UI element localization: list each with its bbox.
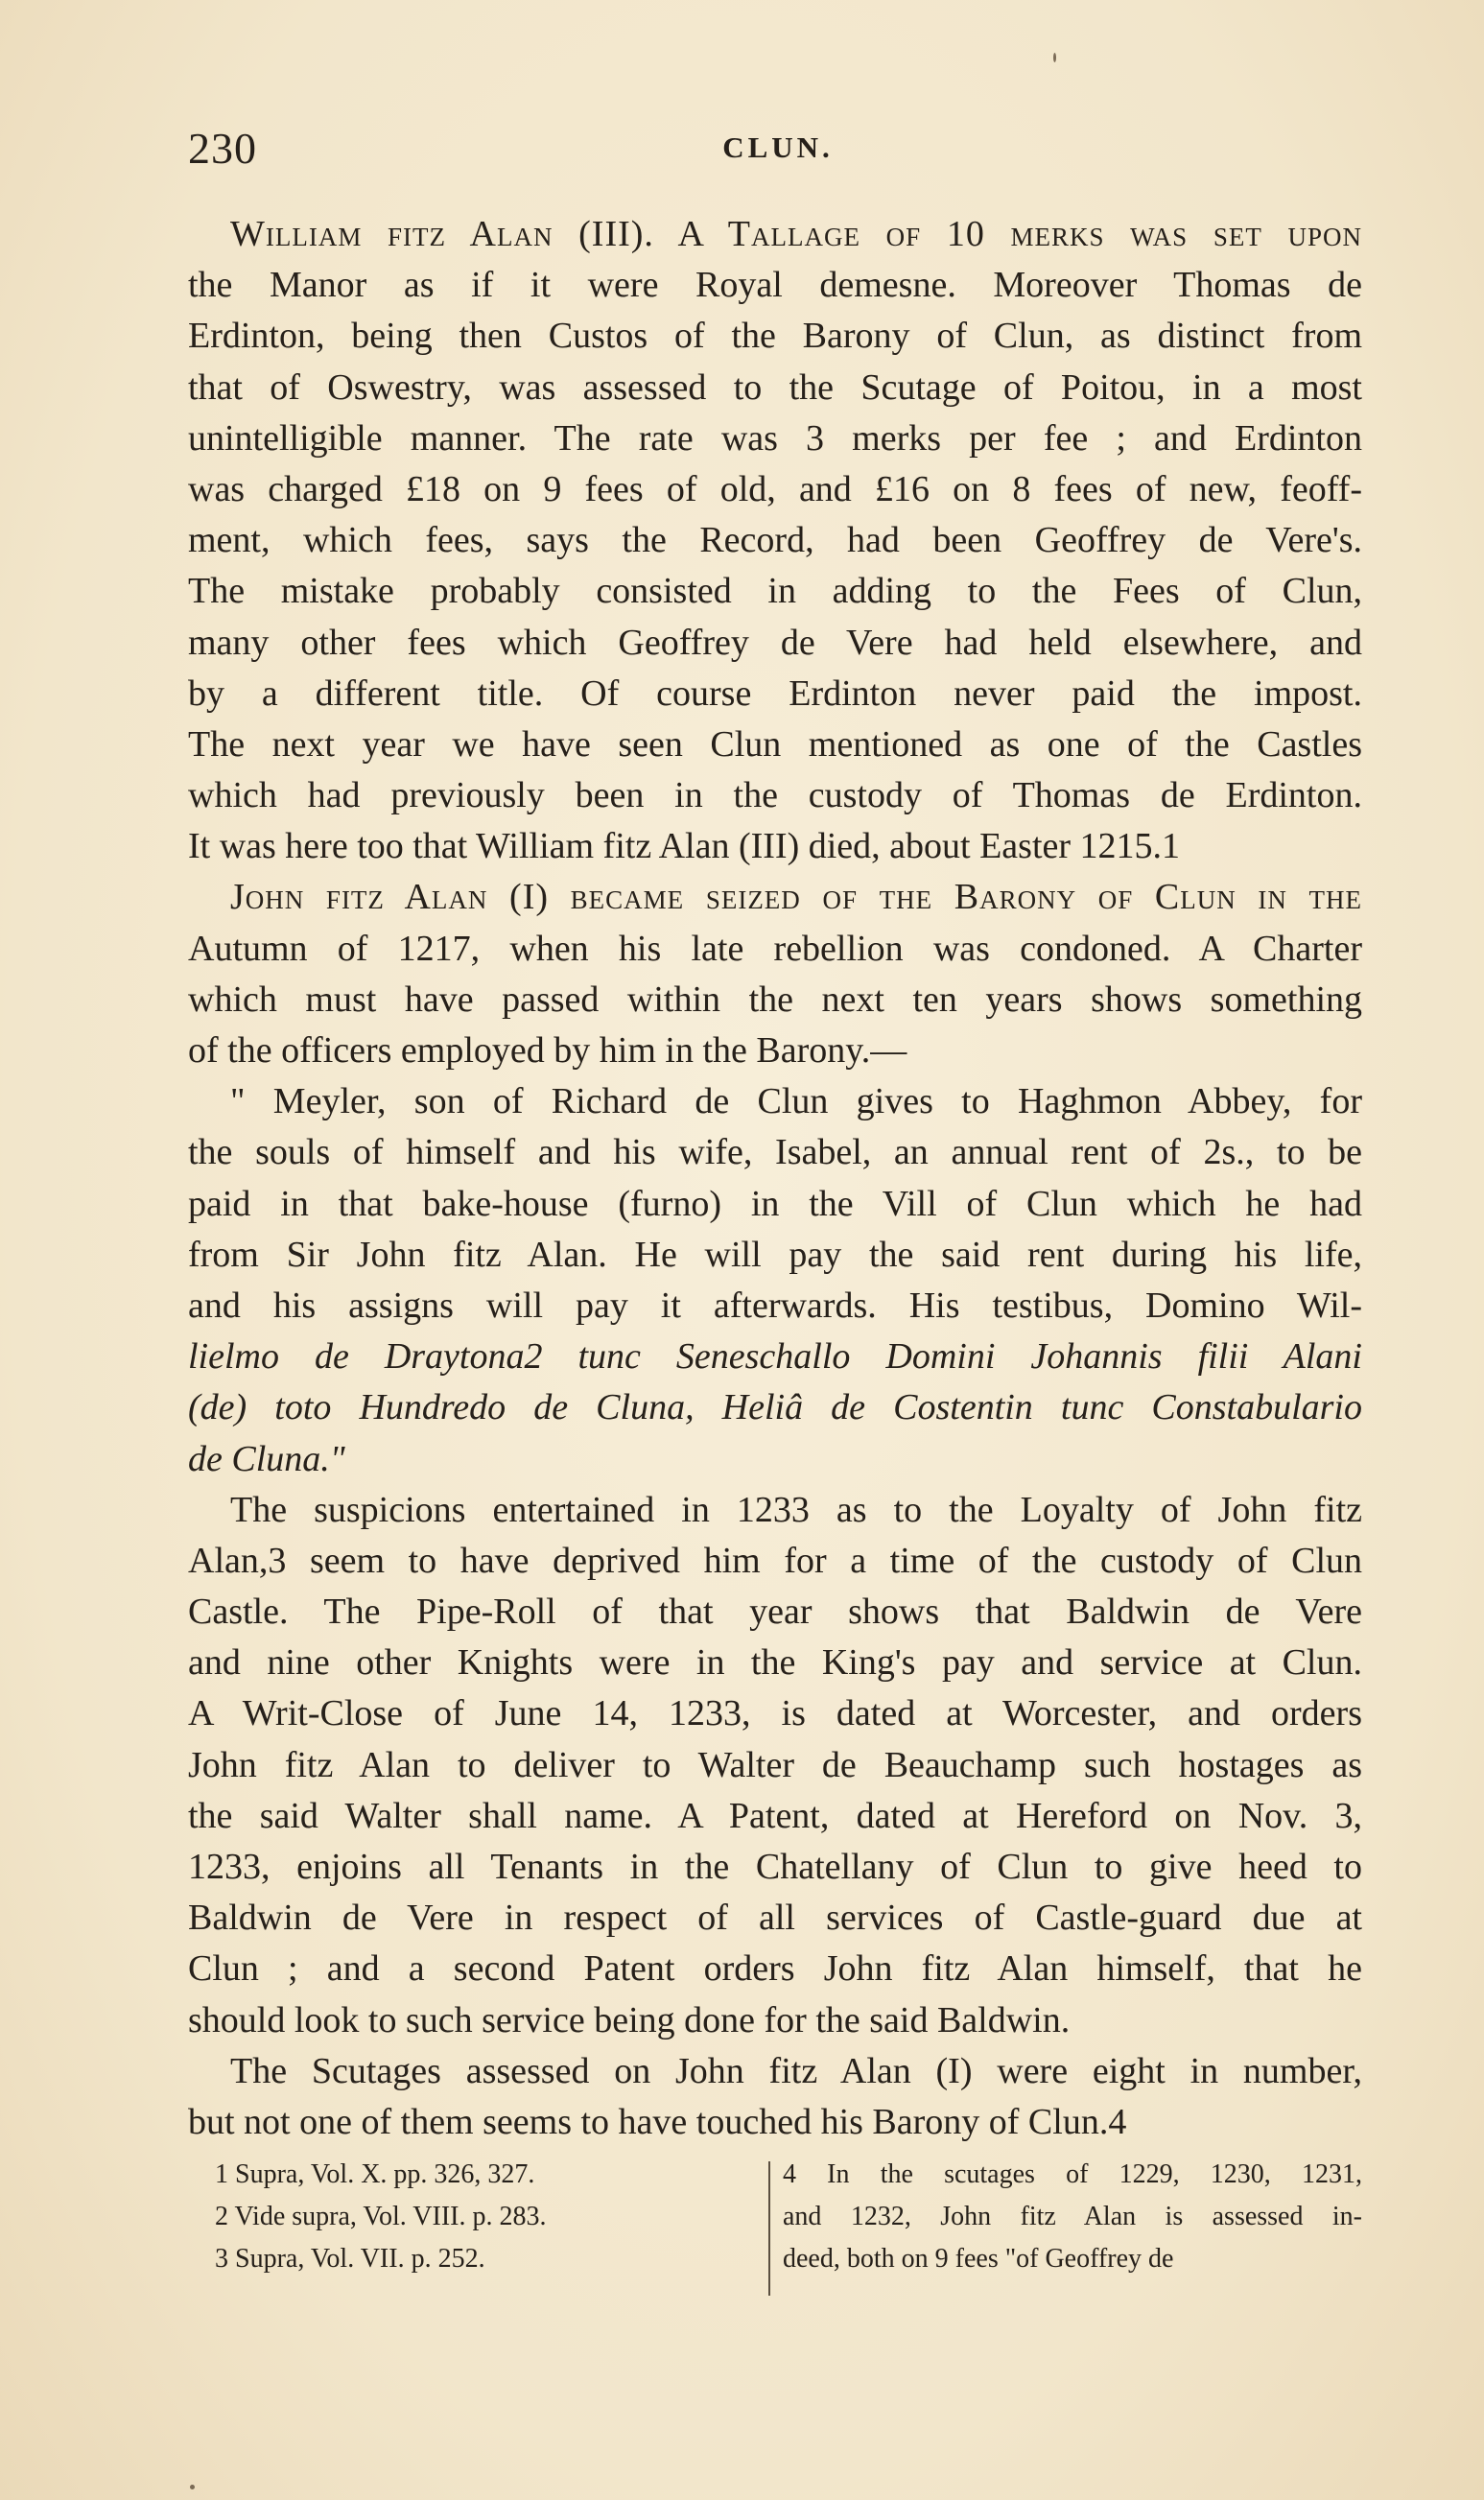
- text-line: " Meyler, son of Richard de Clun gives to Haghmon Abbey, for: [230, 1081, 1362, 1122]
- text-line: A Writ-Close of June 14, 1233, is dated at Worcester, and orders: [188, 1693, 1362, 1734]
- paper-speck: [1053, 53, 1056, 62]
- text-line: (de) toto Hundredo de Cluna, Heliâ de Costentin tunc Constabulario: [188, 1387, 1362, 1428]
- running-head: CLUN.: [722, 130, 834, 164]
- text-line: should look to such service being done for the said Baldwin.: [188, 1999, 1071, 2040]
- person-name-smallcaps: John fitz Alan (I) became seized of the Barony of Clun in the: [230, 877, 1362, 918]
- footnotes: [188, 2154, 1362, 2298]
- text-line: from Sir John fitz Alan. He will pay the said rent during his life,: [188, 1234, 1362, 1275]
- text-line: lielmo de Draytona2 tunc Seneschallo Domini Johannis filii Alani: [188, 1336, 1362, 1378]
- page-header: [188, 123, 1368, 171]
- text-line: The mistake probably consisted in adding to the Fees of Clun,: [188, 571, 1362, 612]
- text-line: Autumn of 1217, when his late rebellion was condoned. A Charter: [188, 928, 1362, 969]
- text-line: the Manor as if it were Royal demesne. Moreover Thomas de: [188, 265, 1362, 306]
- paper-speck: [190, 2485, 195, 2489]
- text-line: [188, 872, 1362, 923]
- footnote: and 1232, John fitz Alan is assessed in-: [783, 2202, 1362, 2231]
- person-name-smallcaps: William fitz Alan (III). A Tallage of 10 merks was set upon: [230, 214, 1362, 254]
- text-line: that of Oswestry, was assessed to the Scutage of Poitou, in a most: [188, 366, 1362, 408]
- text-line: was charged £18 on 9 fees of old, and £16 on 8 fees of new, feoff-: [188, 468, 1362, 509]
- text-line: Erdinton, being then Custos of the Barony of Clun, as distinct from: [188, 316, 1362, 357]
- text-line: which must have passed within the next ten years shows something: [188, 979, 1362, 1020]
- footnote: 2 Vide supra, Vol. VIII. p. 283.: [215, 2202, 547, 2231]
- text-line: The next year we have seen Clun mentioned as one of the Castles: [188, 723, 1362, 765]
- text-line: The Scutages assessed on John fitz Alan (I) were eight in number,: [230, 2050, 1362, 2091]
- page-number: 230: [188, 124, 257, 173]
- text-line: It was here too that William fitz Alan (III) died, about Easter 1215.1: [188, 826, 1181, 867]
- text-line: and his assigns will pay it afterwards. His testibus, Domino Wil-: [188, 1285, 1362, 1326]
- text-line: ment, which fees, says the Record, had been Geoffrey de Vere's.: [188, 520, 1362, 561]
- text-line: de Cluna.": [188, 1438, 345, 1479]
- text-line: [188, 209, 1362, 260]
- text-line: by a different title. Of course Erdinton never paid the impost.: [188, 672, 1362, 714]
- text-line: unintelligible manner. The rate was 3 merks per fee ; and Erdinton: [188, 417, 1362, 459]
- text-line: Alan,3 seem to have deprived him for a time of the custody of Clun: [188, 1540, 1362, 1581]
- body-text: [188, 209, 1362, 2148]
- text-line: Clun ; and a second Patent orders John fitz Alan himself, that he: [188, 1948, 1362, 1990]
- text-line: the souls of himself and his wife, Isabel, an annual rent of 2s., to be: [188, 1132, 1362, 1173]
- footnote: 3 Supra, Vol. VII. p. 252.: [215, 2244, 485, 2274]
- footnotes-right-column: [783, 2154, 1362, 2280]
- text-line: paid in that bake-house (furno) in the Vill of Clun which he had: [188, 1183, 1362, 1224]
- footnote: deed, both on 9 fees "of Geoffrey de: [783, 2244, 1174, 2274]
- footnote-column-divider: [768, 2161, 770, 2296]
- text-line: Castle. The Pipe-Roll of that year shows that Baldwin de Vere: [188, 1592, 1362, 1633]
- text-line: which had previously been in the custody of Thomas de Erdinton.: [188, 775, 1362, 816]
- text-line: John fitz Alan to deliver to Walter de Beauchamp such hostages as: [188, 1744, 1362, 1785]
- text-line: Baldwin de Vere in respect of all services of Castle-guard due at: [188, 1898, 1362, 1939]
- footnote: 1 Supra, Vol. X. pp. 326, 327.: [215, 2159, 535, 2189]
- text-line: many other fees which Geoffrey de Vere had held elsewhere, and: [188, 622, 1362, 663]
- text-line: The suspicions entertained in 1233 as to the Loyalty of John fitz: [230, 1489, 1362, 1530]
- text-line: and nine other Knights were in the King's pay and service at Clun.: [188, 1642, 1362, 1684]
- footnote: 4 In the scutages of 1229, 1230, 1231,: [783, 2159, 1362, 2189]
- text-line: 1233, enjoins all Tenants in the Chatellany of Clun to give heed to: [188, 1847, 1362, 1887]
- text-line: the said Walter shall name. A Patent, dated at Hereford on Nov. 3,: [188, 1795, 1362, 1836]
- text-line: but not one of them seems to have touched his Barony of Clun.4: [188, 2101, 1127, 2142]
- text-line: of the officers employed by him in the Barony.—: [188, 1030, 907, 1071]
